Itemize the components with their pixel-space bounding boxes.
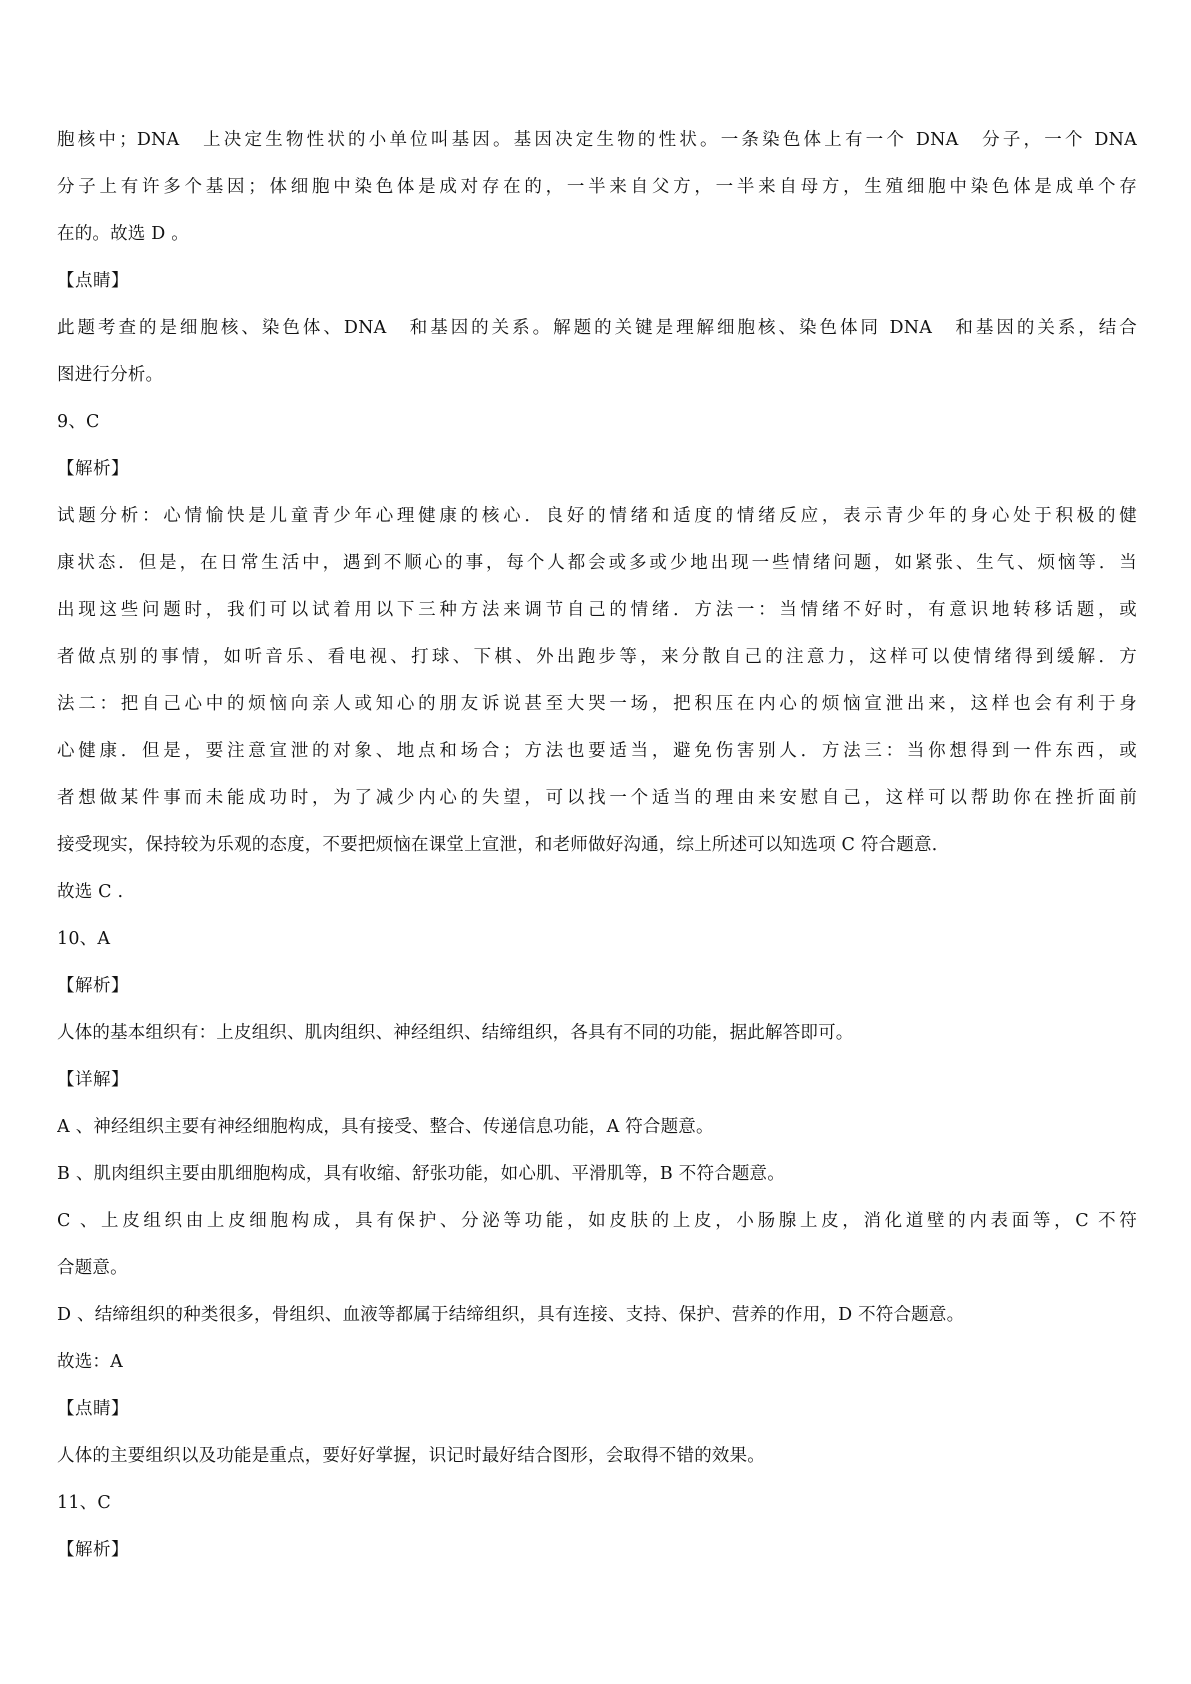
text-line: 试题分析：心情愉快是儿童青少年心理健康的核心．良好的情绪和适度的情绪反应，表示青少年的身心处于积极的健	[57, 506, 1137, 526]
text-line: 康状态．但是，在日常生活中，遇到不顺心的事，每个人都会或多或少地出现一些情绪问题，如紧张、生气、烦恼等．当	[57, 553, 1137, 573]
text-line: 人体的主要组织以及功能是重点，要好好掌握，识记时最好结合图形，会取得不错的效果。	[57, 1446, 765, 1466]
text-line: 10、A	[57, 929, 111, 949]
section-heading: 【解析】	[57, 976, 129, 996]
text-line: C 、上皮组织由上皮细胞构成，具有保护、分泌等功能，如皮肤的上皮，小肠腺上皮，消化道壁的内表面等，C 不符	[57, 1211, 1137, 1231]
text-line: 分子上有许多个基因；体细胞中染色体是成对存在的，一半来自父方，一半来自母方，生殖细胞中染色体是成单个存	[57, 177, 1137, 197]
text-line: 故选 C .	[57, 882, 124, 902]
text-line: B 、肌肉组织主要由肌细胞构成，具有收缩、舒张功能，如心肌、平滑肌等，B 不符合题意。	[57, 1164, 785, 1184]
text-line: 故选：A	[57, 1352, 123, 1372]
text-line: 者做点别的事情，如听音乐、看电视、打球、下棋、外出跑步等，来分散自己的注意力，这样可以使情绪得到缓解．方	[57, 647, 1137, 667]
text-line: 此题考查的是细胞核、染色体、DNA 和基因的关系。解题的关键是理解细胞核、染色体同 DNA 和基因的关系，结合	[57, 318, 1137, 338]
text-line: 图进行分析。	[57, 365, 164, 385]
section-heading: 【点睛】	[57, 1399, 129, 1419]
text-line: 人体的基本组织有：上皮组织、肌肉组织、神经组织、结缔组织，各具有不同的功能，据此解答即可。	[57, 1023, 854, 1043]
text-line: A 、神经组织主要有神经细胞构成，具有接受、整合、传递信息功能，A 符合题意。	[57, 1117, 714, 1137]
document-body	[57, 117, 1137, 1574]
text-line: 合题意。	[57, 1258, 128, 1278]
section-heading: 【解析】	[57, 459, 129, 479]
text-line: 接受现实，保持较为乐观的态度，不要把烦恼在课堂上宣泄，和老师做好沟通，综上所述可以知选项 C 符合题意．	[57, 835, 950, 855]
text-line: 11、C	[57, 1493, 111, 1513]
text-line: 心健康．但是，要注意宣泄的对象、地点和场合；方法也要适当，避免伤害别人．方法三：当你想得到一件东西，或	[57, 741, 1137, 761]
section-heading: 【解析】	[57, 1540, 129, 1560]
text-line: 法二：把自己心中的烦恼向亲人或知心的朋友诉说甚至大哭一场，把积压在内心的烦恼宣泄出来，这样也会有利于身	[57, 694, 1137, 714]
text-line: D 、结缔组织的种类很多，骨组织、血液等都属于结缔组织，具有连接、支持、保护、营养的作用，D 不符合题意。	[57, 1305, 965, 1325]
text-line: 胞核中；DNA 上决定生物性状的小单位叫基因。基因决定生物的性状。一条染色体上有一个 DNA 分子，一个 DNA	[57, 130, 1137, 150]
section-heading: 【点睛】	[57, 271, 129, 291]
text-line: 出现这些问题时，我们可以试着用以下三种方法来调节自己的情绪．方法一：当情绪不好时，有意识地转移话题，或	[57, 600, 1137, 620]
section-heading: 【详解】	[57, 1070, 129, 1090]
text-line: 9、C	[57, 412, 100, 432]
text-line: 在的。故选 D 。	[57, 224, 189, 244]
text-line: 者想做某件事而未能成功时，为了减少内心的失望，可以找一个适当的理由来安慰自己，这样可以帮助你在挫折面前	[57, 788, 1137, 808]
